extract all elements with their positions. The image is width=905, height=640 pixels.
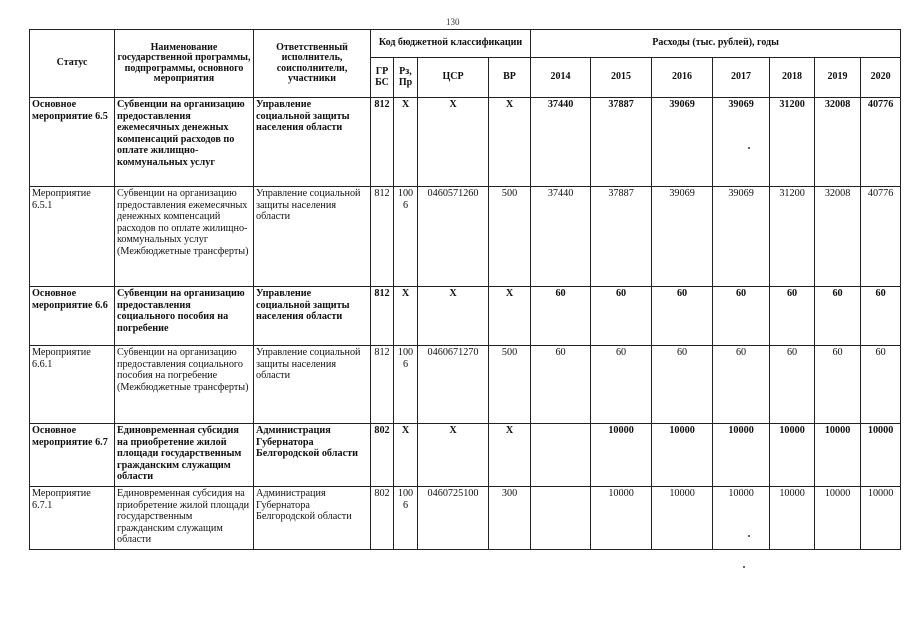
cell-value-2014: 60 [531,346,591,424]
cell-value-2017: 39069 [713,187,770,287]
table-row-sub-6-7-1 [30,487,901,550]
cell-grbs: 812 [371,346,394,424]
cell-vr: Х [489,98,531,187]
cell-value-2017: 60 [713,346,770,424]
cell-status: Основное мероприятие 6.7 [30,424,115,487]
cell-value-2016: 60 [652,346,713,424]
header-row-1 [30,30,901,58]
header-status: Статус [30,30,115,98]
cell-name: Единовременная субсидия на приобретение жилой площади государственным гражданским служащим области [115,487,254,550]
cell-value-2020: 10000 [861,424,901,487]
header-rzpr: Рз, Пр [394,58,418,98]
cell-name: Субвенции на организацию предоставления социального пособия на погребение [115,287,254,346]
cell-status: Мероприятие 6.5.1 [30,187,115,287]
page-number: 130 [446,17,460,27]
header-responsible: Ответственный исполнитель, соисполнители, участники [254,30,371,98]
cell-vr: Х [489,424,531,487]
cell-csr: 0460671270 [418,346,489,424]
cell-grbs: 812 [371,187,394,287]
cell-value-2020: 60 [861,287,901,346]
cell-value-2014 [531,487,591,550]
header-budget-code: Код бюджетной классификации [371,30,531,58]
cell-rzpr: Х [394,424,418,487]
cell-name: Субвенции на организацию предоставления социального пособия на погребение (Межбюджетные трансферты) [115,346,254,424]
header-name: Наименование государственной программы, подпрограммы, основного мероприятия [115,30,254,98]
cell-responsible: Администрация Губернатора Белгородской области [254,487,371,550]
cell-value-2019: 32008 [815,187,861,287]
cell-value-2014: 37440 [531,187,591,287]
cell-value-2014: 37440 [531,98,591,187]
header-csr: ЦСР [418,58,489,98]
table-row-main-6-7 [30,424,901,487]
cell-status: Мероприятие 6.6.1 [30,346,115,424]
cell-csr: Х [418,287,489,346]
cell-status: Основное мероприятие 6.6 [30,287,115,346]
cell-value-2019: 10000 [815,424,861,487]
header-year-2020: 2020 [861,58,901,98]
cell-value-2017: 60 [713,287,770,346]
cell-status: Мероприятие 6.7.1 [30,487,115,550]
header-year-2016: 2016 [652,58,713,98]
table-row-sub-6-5-1 [30,187,901,287]
cell-value-2017: 39069 [713,98,770,187]
cell-name: Субвенции на организацию предоставления ежемесячных денежных компенсаций расходов по оплате жилищно-коммунальных услуг (Межбюджетные трансферты) [115,187,254,287]
cell-vr: Х [489,287,531,346]
cell-value-2019: 60 [815,346,861,424]
table-row-main-6-5 [30,98,901,187]
cell-value-2018: 60 [770,287,815,346]
header-year-2015: 2015 [591,58,652,98]
header-year-2019: 2019 [815,58,861,98]
cell-grbs: 802 [371,424,394,487]
cell-csr: Х [418,424,489,487]
header-grbs: ГРБС [371,58,394,98]
scan-speck [748,147,750,149]
cell-value-2020: 60 [861,346,901,424]
cell-grbs: 812 [371,287,394,346]
cell-value-2017: 10000 [713,424,770,487]
cell-responsible: Управление социальной защиты населения области [254,346,371,424]
cell-value-2015: 60 [591,287,652,346]
cell-vr: 500 [489,187,531,287]
cell-value-2018: 60 [770,346,815,424]
cell-value-2014: 60 [531,287,591,346]
cell-rzpr: Х [394,287,418,346]
scan-speck [743,566,745,568]
cell-csr: 0460725100 [418,487,489,550]
cell-rzpr: 1006 [394,346,418,424]
cell-value-2018: 31200 [770,187,815,287]
cell-value-2018: 10000 [770,487,815,550]
scan-speck [748,535,750,537]
cell-value-2015: 10000 [591,424,652,487]
header-year-2018: 2018 [770,58,815,98]
cell-rzpr: Х [394,98,418,187]
cell-responsible: Управление социальной защиты населения области [254,287,371,346]
cell-value-2016: 10000 [652,487,713,550]
table-row-sub-6-6-1 [30,346,901,424]
cell-value-2015: 60 [591,346,652,424]
cell-value-2018: 31200 [770,98,815,187]
header-year-2017: 2017 [713,58,770,98]
cell-value-2019: 60 [815,287,861,346]
cell-responsible: Управление социальной защиты населения области [254,98,371,187]
cell-value-2019: 32008 [815,98,861,187]
cell-responsible: Управление социальной защиты населения области [254,187,371,287]
cell-name: Субвенции на организацию предоставления ежемесячных денежных компенсаций расходов по оплате жилищно-коммунальных услуг [115,98,254,187]
cell-value-2020: 40776 [861,187,901,287]
cell-value-2015: 37887 [591,98,652,187]
cell-value-2016: 60 [652,287,713,346]
cell-grbs: 812 [371,98,394,187]
cell-name: Единовременная субсидия на приобретение жилой площади государственным гражданским служащим области [115,424,254,487]
header-expenses: Расходы (тыс. рублей), годы [531,30,901,58]
cell-value-2015: 37887 [591,187,652,287]
cell-value-2020: 10000 [861,487,901,550]
cell-value-2018: 10000 [770,424,815,487]
table-row-main-6-6 [30,287,901,346]
cell-value-2016: 10000 [652,424,713,487]
cell-value-2015: 10000 [591,487,652,550]
cell-value-2017: 10000 [713,487,770,550]
cell-csr: 0460571260 [418,187,489,287]
cell-value-2020: 40776 [861,98,901,187]
cell-vr: 300 [489,487,531,550]
header-vr: ВР [489,58,531,98]
header-year-2014: 2014 [531,58,591,98]
cell-value-2019: 10000 [815,487,861,550]
budget-table [29,29,901,550]
cell-vr: 500 [489,346,531,424]
cell-responsible: Администрация Губернатора Белгородской области [254,424,371,487]
cell-grbs: 802 [371,487,394,550]
cell-csr: Х [418,98,489,187]
cell-status: Основное мероприятие 6.5 [30,98,115,187]
cell-rzpr: 1006 [394,187,418,287]
cell-value-2016: 39069 [652,187,713,287]
cell-rzpr: 1006 [394,487,418,550]
cell-value-2014 [531,424,591,487]
cell-value-2016: 39069 [652,98,713,187]
